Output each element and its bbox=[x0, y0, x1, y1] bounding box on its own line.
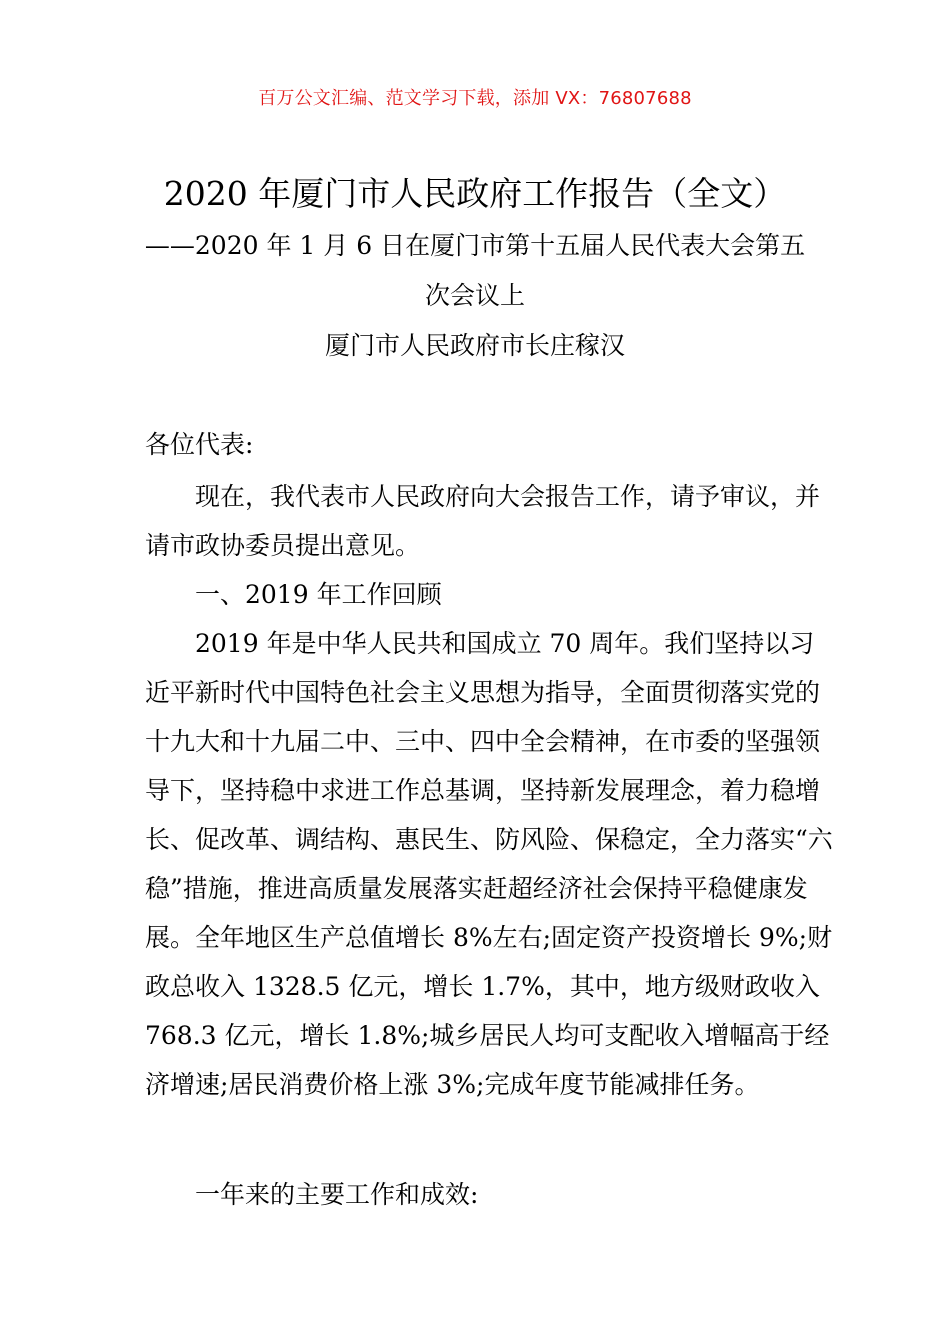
document-author: 厦门市人民政府市长庄稼汉 bbox=[324, 331, 625, 360]
review-paragraph: 2019 年是中华人民共和国成立 70 周年。我们坚持以习近平新时代中国特色社会主义思想为指导，全面贯彻落实党的十九大和十九届二中、三中、四中全会精神，在市委的坚强领导下，坚持稳中求进工作总基调，坚持新发展理念，着力稳增长、促改革、调结构、惠民生、防风险、保稳定，全力落实“六稳”措施，推进高质量发展落实赶超经济社会保持平稳健康发展。全年地区生产总值增长 8%左右;固定资产投资增长 9%;财政总收入 1328.5 亿元，增长 1.7%，其中，地方级财政收入 768.3 亿元，增长 1.8%;城乡居民人均可支配收入增幅高于经济增速;居民消费价格上涨 3%;完成年度节能减排任务。 bbox=[145, 629, 833, 1099]
greeting: 各位代表: bbox=[145, 430, 254, 459]
main-works-intro: 一年来的主要工作和成效: bbox=[195, 1180, 479, 1209]
promo-watermark: 百万公文汇编、范文学习下载，添加 VX：76807688 bbox=[258, 88, 692, 109]
intro-paragraph: 现在，我代表市人民政府向大会报告工作，请予审议，并请市政协委员提出意见。 bbox=[145, 482, 821, 560]
document-subtitle-line2: 次会议上 bbox=[424, 281, 525, 310]
document-title: 2020 年厦门市人民政府工作报告（全文） bbox=[163, 174, 787, 213]
section-heading: 一、2019 年工作回顾 bbox=[195, 580, 442, 609]
document-subtitle-line1: ——2020 年 1 月 6 日在厦门市第十五届人民代表大会第五 bbox=[144, 231, 806, 260]
